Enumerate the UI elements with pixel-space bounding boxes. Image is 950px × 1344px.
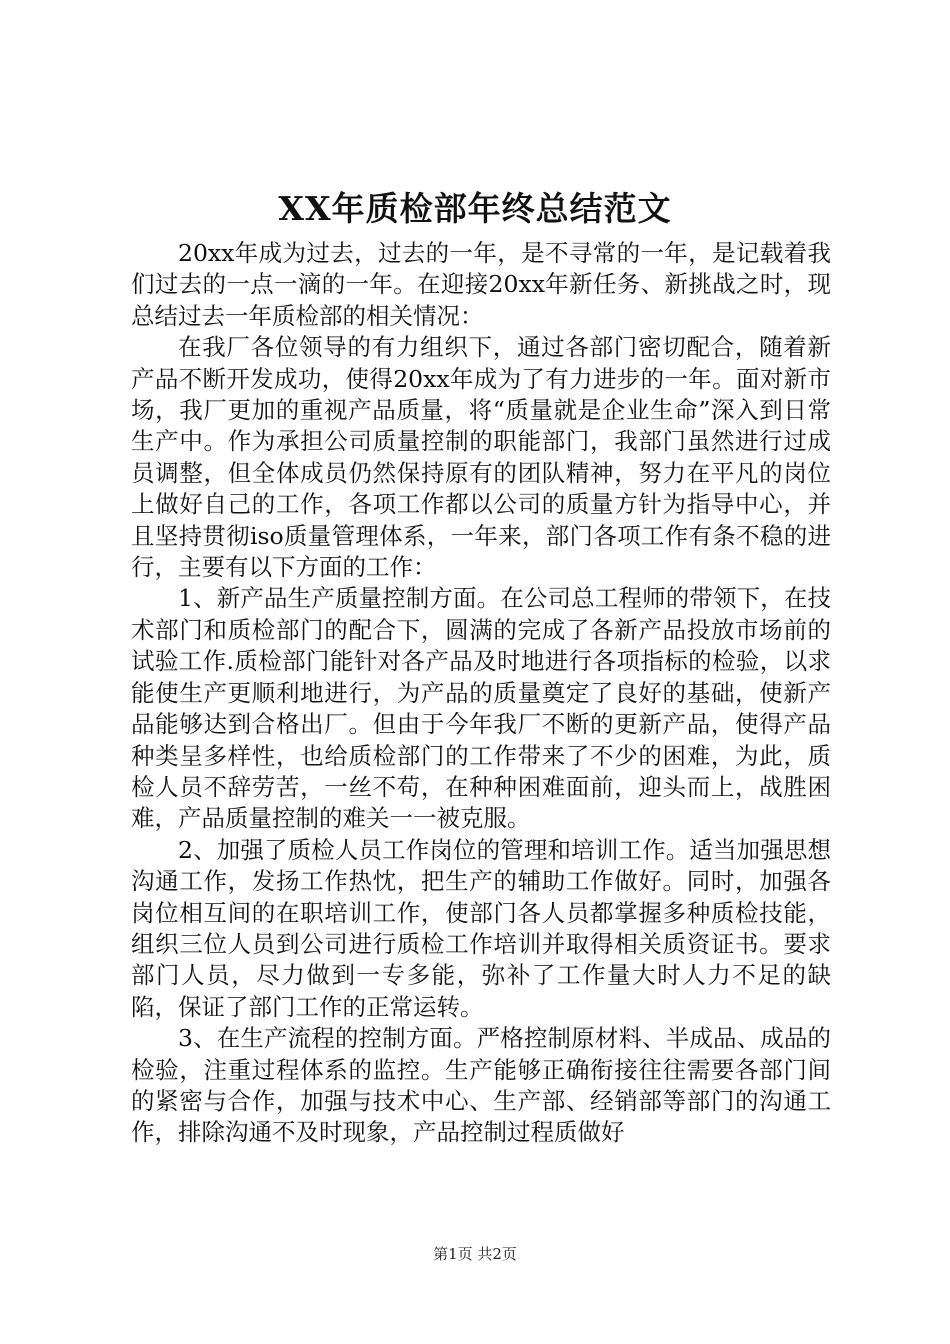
paragraph-intro: 20xx年成为过去，过去的一年，是不寻常的一年，是记载着我们过去的一点一滴的一年。在迎接20xx年新任务、新挑战之时，现总结过去一年质检部的相关情况： — [131, 239, 831, 330]
paragraph-item-1: 1、新产品生产质量控制方面。在公司总工程师的带领下，在技术部门和质检部门的配合下，圆满的完成了各新产品投放市场前的试验工作.质检部门能针对各产品及时地进行各项指标的检验，以求能使生产更顺利地进行，为产品的质量奠定了良好的基础，使新产品能够达到合格出厂。但由于今年我厂不断的更新产品，使得产品种类呈多样性，也给质检部门的工作带来了不少的困难，为此，质检人员不辞劳苦，一丝不苟，在种种困难面前，迎头而上，战胜困难，产品质量控制的难关一一被克服。 — [131, 584, 831, 833]
page-footer: 第1页 共2页 — [433, 1245, 517, 1263]
paragraph-overview: 在我厂各位领导的有力组织下，通过各部门密切配合，随着新产品不断开发成功，使得20xx年成为了有力进步的一年。面对新市场，我厂更加的重视产品质量，将“质量就是企业生命”深入到日常生产中。作为承担公司质量控制的职能部门，我部门虽然进行过成员调整，但全体成员仍然保持原有的团队精神，努力在平凡的岗位上做好自己的工作，各项工作都以公司的质量方针为指导中心，并且坚持贯彻iso质量管理体系，一年来，部门各项工作有条不稳的进行，主要有以下方面的工作： — [131, 333, 831, 582]
document-body — [131, 238, 831, 1149]
paragraph-item-2: 2、加强了质检人员工作岗位的管理和培训工作。适当加强思想沟通工作，发扬工作热忱，把生产的辅助工作做好。同时，加强各岗位相互间的在职培训工作，使部门各人员都掌握多种质检技能，组织三位人员到公司进行质检工作培训并取得相关质资证书。要求部门人员，尽力做到一专多能，弥补了工作量大时人力不足的缺陷，保证了部门工作的正常运转。 — [131, 835, 831, 1021]
document-title: XX年质检部年终总结范文 — [278, 189, 672, 228]
paragraph-item-3: 3、在生产流程的控制方面。严格控制原材料、半成品、成品的检验，注重过程体系的监控。生产能够正确衔接往往需要各部门间的紧密与合作，加强与技术中心、生产部、经销部等部门的沟通工作，排除沟通不及时现象，产品控制过程质做好 — [131, 1024, 831, 1147]
